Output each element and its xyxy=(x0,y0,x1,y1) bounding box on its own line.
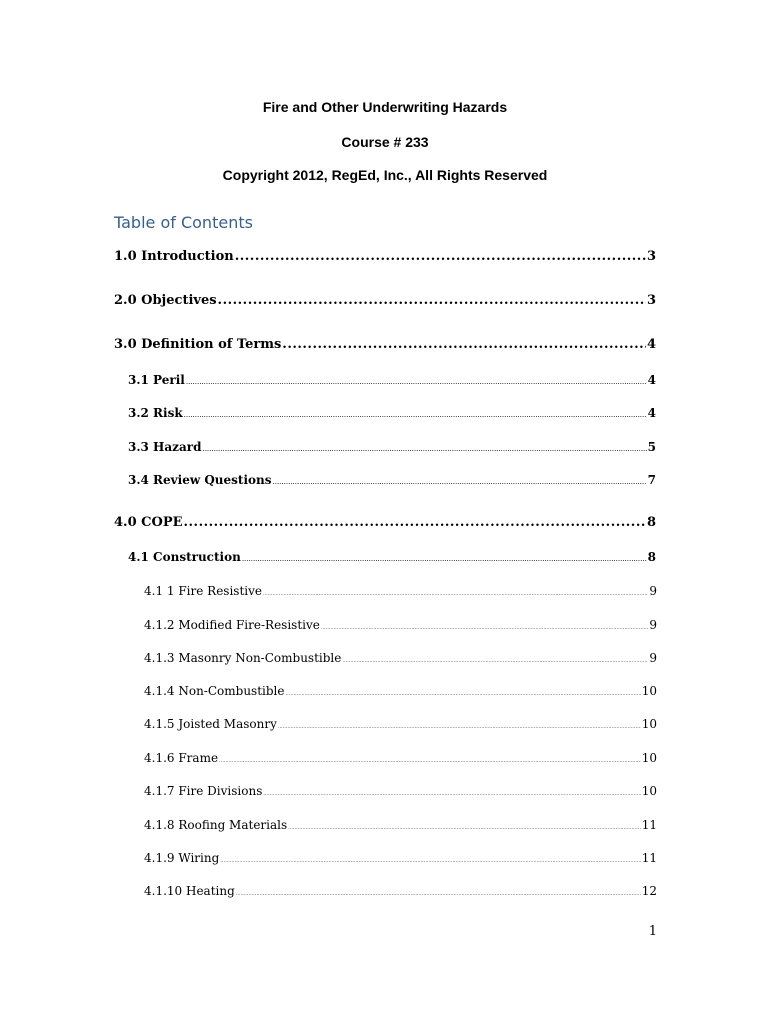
toc-entry-page-number: 8 xyxy=(647,550,656,564)
toc-entry-label: 4.1.10 Heating xyxy=(144,884,235,898)
toc-entry-page-number: 4 xyxy=(647,406,656,420)
toc-entry-page-number: 11 xyxy=(641,818,657,832)
toc-entry[interactable] xyxy=(128,372,656,388)
toc-entry-label: 4.1.2 Modified Fire-Resistive xyxy=(144,618,320,632)
page-number: 1 xyxy=(648,924,657,939)
toc-entry[interactable] xyxy=(144,683,657,699)
toc-entry[interactable] xyxy=(114,292,656,310)
toc-entry-page-number: 9 xyxy=(649,651,657,665)
toc-entry-page-number: 8 xyxy=(646,515,656,530)
toc-entry-label: 4.1.8 Roofing Materials xyxy=(144,818,288,832)
toc-dot-leader xyxy=(288,820,641,836)
toc-dot-leader xyxy=(236,886,641,902)
toc-dot-leader xyxy=(321,620,648,636)
toc-dot-leader xyxy=(263,586,648,602)
toc-entry-label: 4.1.4 Non-Combustible xyxy=(144,684,285,698)
toc-dot-leader xyxy=(184,407,647,423)
toc-dot-leader xyxy=(342,653,648,669)
toc-entry[interactable] xyxy=(114,248,656,266)
toc-entry[interactable] xyxy=(144,716,657,732)
document-title: Fire and Other Underwriting Hazards xyxy=(262,99,508,115)
toc-entry[interactable] xyxy=(128,549,656,565)
toc-entry-page-number: 11 xyxy=(641,851,657,865)
toc-entry-label: 4.1 Construction xyxy=(128,550,241,564)
toc-dot-leader xyxy=(282,336,646,354)
toc-entry-page-number: 4 xyxy=(647,373,656,387)
toc-entry-label: 2.0 Objectives xyxy=(114,293,217,308)
toc-entry-label: 4.0 COPE xyxy=(114,515,183,530)
toc-entry-page-number: 10 xyxy=(641,717,657,731)
toc-entry-page-number: 7 xyxy=(647,473,656,487)
toc-dot-leader xyxy=(286,686,641,702)
toc-entry-page-number: 10 xyxy=(641,684,657,698)
toc-dot-leader xyxy=(220,853,640,869)
toc-entry-page-number: 3 xyxy=(646,249,656,264)
toc-entry[interactable] xyxy=(144,583,657,599)
toc-entry-label: 4.1.6 Frame xyxy=(144,751,219,765)
toc-dot-leader xyxy=(184,514,646,532)
toc-entry-label: 3.3 Hazard xyxy=(128,440,202,454)
toc-entry-page-number: 9 xyxy=(649,618,657,632)
toc-entry[interactable] xyxy=(128,439,656,455)
toc-entry-label: 3.1 Peril xyxy=(128,373,185,387)
toc-entry[interactable] xyxy=(144,617,657,633)
course-number: Course # 233 xyxy=(341,134,429,150)
toc-entry-page-number: 10 xyxy=(641,751,657,765)
toc-entry-label: 4.1 1 Fire Resistive xyxy=(144,584,262,598)
toc-dot-leader xyxy=(235,248,646,266)
toc-dot-leader xyxy=(278,719,641,735)
toc-entry-page-number: 3 xyxy=(646,293,656,308)
toc-dot-leader xyxy=(273,474,647,490)
toc-entry-page-number: 4 xyxy=(646,337,656,352)
toc-entry-label: 1.0 Introduction xyxy=(114,249,234,264)
toc-entry-page-number: 9 xyxy=(649,584,657,598)
toc-entry-label: 3.4 Review Questions xyxy=(128,473,272,487)
toc-entry-label: 4.1.7 Fire Divisions xyxy=(144,784,263,798)
toc-entry[interactable] xyxy=(114,336,656,354)
toc-entry[interactable] xyxy=(144,650,657,666)
toc-dot-leader xyxy=(242,551,647,567)
toc-entry-label: 4.1.9 Wiring xyxy=(144,851,220,865)
toc-dot-leader xyxy=(218,292,646,310)
toc-entry[interactable] xyxy=(144,783,657,799)
copyright-notice: Copyright 2012, RegEd, Inc., All Rights Reserved xyxy=(222,167,548,183)
toc-heading: Table of Contents xyxy=(114,213,253,232)
toc-entry[interactable] xyxy=(114,514,656,532)
toc-entry-label: 4.1.3 Masonry Non-Combustible xyxy=(144,651,342,665)
toc-entry-label: 3.0 Definition of Terms xyxy=(114,337,282,352)
toc-entry-page-number: 10 xyxy=(641,784,657,798)
toc-entry[interactable] xyxy=(128,405,656,421)
toc-entry[interactable] xyxy=(144,850,657,866)
toc-entry[interactable] xyxy=(144,750,657,766)
toc-entry[interactable] xyxy=(128,472,656,488)
toc-entry[interactable] xyxy=(144,883,657,899)
toc-entry[interactable] xyxy=(144,817,657,833)
toc-dot-leader xyxy=(202,441,646,457)
toc-dot-leader xyxy=(186,374,647,390)
toc-entry-page-number: 12 xyxy=(641,884,657,898)
toc-dot-leader xyxy=(263,786,640,802)
toc-entry-label: 4.1.5 Joisted Masonry xyxy=(144,717,277,731)
toc-dot-leader xyxy=(219,753,641,769)
toc-entry-page-number: 5 xyxy=(647,440,656,454)
toc-entry-label: 3.2 Risk xyxy=(128,406,183,420)
